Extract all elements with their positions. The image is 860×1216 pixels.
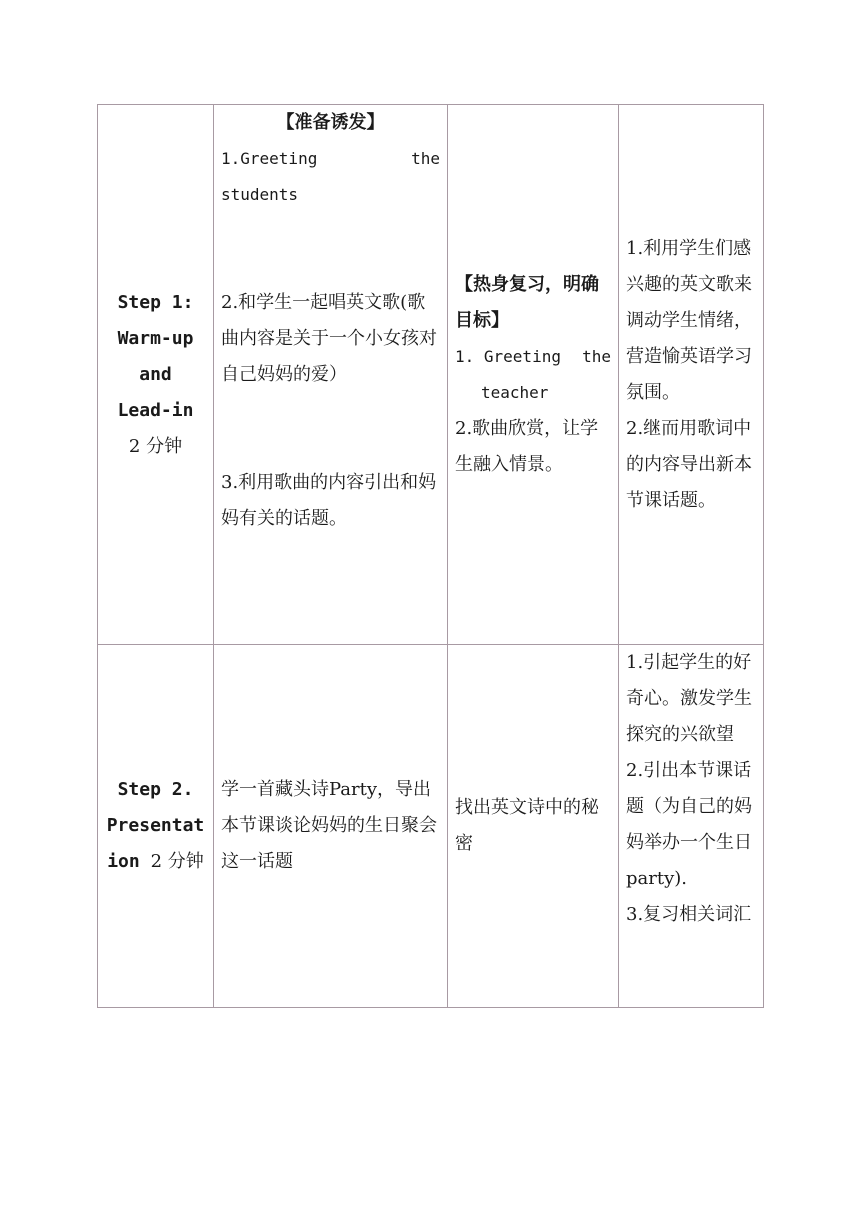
- student-activity-cell: [448, 645, 619, 1008]
- student-item-1-cont: teacher: [481, 382, 549, 402]
- step-title: Step 2.: [117, 779, 194, 800]
- teacher-item-3: 3.利用歌曲的内容引出和妈妈有关的话题。: [221, 472, 437, 529]
- step-title-last: [105, 844, 206, 880]
- step-duration: 2 分钟: [128, 435, 183, 457]
- step-duration: 2 分钟: [150, 851, 204, 872]
- teacher-activity-cell: [214, 105, 448, 645]
- teacher-activity-cell: [214, 645, 448, 1008]
- step-cell: [98, 105, 214, 645]
- step-cell: [98, 645, 214, 1008]
- teacher-item-1: [221, 141, 440, 177]
- student-heading: 【热身复习，明确目标】: [455, 273, 599, 331]
- step-title: and: [139, 363, 172, 385]
- step-title: Lead-in: [117, 399, 194, 421]
- step-title: Presentat: [106, 815, 205, 836]
- student-item-1: [455, 339, 611, 375]
- student-activity-cell: [448, 105, 619, 645]
- step-title: Warm-up: [117, 327, 194, 349]
- purpose-item-2: 2.引出本节课话题（为自己的妈妈举办一个生日party).: [626, 760, 752, 889]
- student-item-1-part: the: [582, 346, 611, 366]
- step-title: Step 1:: [117, 291, 194, 313]
- student-item-2: 2.歌曲欣赏，让学生融入情景。: [455, 417, 599, 475]
- purpose-cell: [619, 105, 764, 645]
- purpose-item-1: 1.引起学生的好奇心。激发学生探究的兴欲望: [626, 652, 752, 745]
- purpose-item-2: 2.继而用歌词中的内容导出新本节课话题。: [626, 417, 752, 511]
- teacher-item-1-part: 1.Greeting: [221, 149, 318, 168]
- teacher-item-1-part: the: [411, 149, 440, 168]
- table-row: [98, 645, 764, 1008]
- purpose-item-3: 3.复习相关词汇: [626, 904, 752, 925]
- table-row: [98, 105, 764, 645]
- teacher-text: 学一首藏头诗Party，导出本节课谈论妈妈的生日聚会这一话题: [221, 779, 437, 872]
- teacher-item-1-cont: students: [221, 185, 299, 204]
- purpose-item-1: 1.利用学生们感兴趣的英文歌来调动学生情绪，营造愉英语学习氛围。: [626, 237, 752, 403]
- student-text: 找出英文诗中的秘密: [455, 797, 599, 854]
- teacher-heading: 【准备诱发】: [276, 112, 385, 133]
- purpose-cell: [619, 645, 764, 1008]
- student-item-1-part: 1. Greeting: [455, 346, 561, 366]
- lesson-plan-table: [97, 104, 764, 1008]
- teacher-item-2: 2.和学生一起唱英文歌(歌曲内容是关于一个小女孩对自己妈妈的爱）: [221, 292, 437, 385]
- step-title: ion: [107, 851, 140, 872]
